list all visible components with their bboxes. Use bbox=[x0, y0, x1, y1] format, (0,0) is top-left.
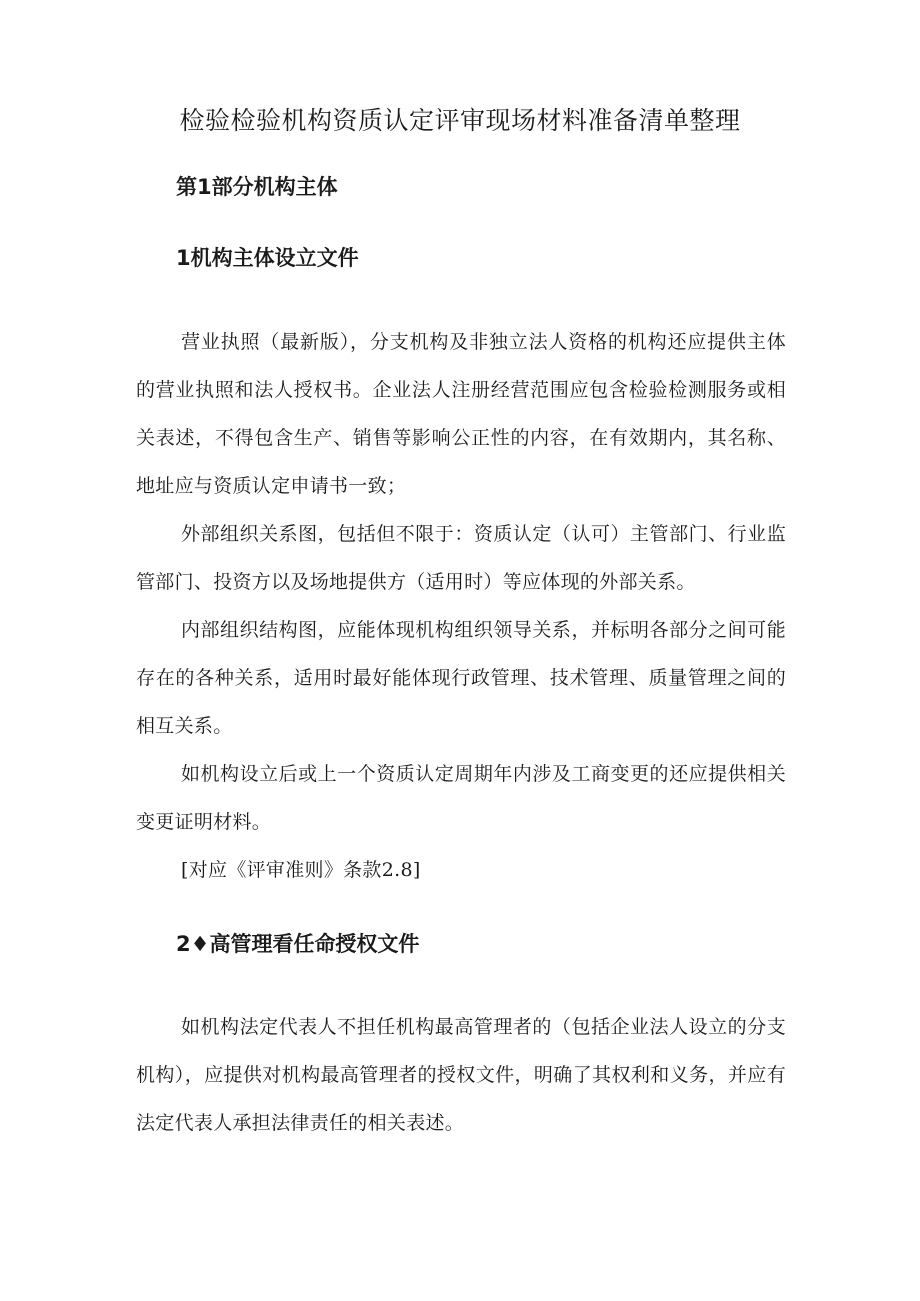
paragraph-change-proof: 如机构设立后或上一个资质认定周期年内涉及工商变更的还应提供相关变更证明材料。 bbox=[136, 763, 786, 833]
paragraph-internal-org-chart: 内部组织结构图，应能体现机构组织领导关系，并标明各部分之间可能存在的各种关系，适用时最好能体现行政管理、技术管理、质量管理之间的相互关系。 bbox=[136, 619, 786, 737]
paragraph-criteria-reference: [对应《评审准则》条款2.8] bbox=[181, 859, 421, 881]
paragraph-business-license: 营业执照（最新版），分支机构及非独立法人资格的机构还应提供主体的营业执照和法人授权书。企业法人注册经营范围应包含检验检测服务或相关表述，不得包含生产、销售等影响公正性的内容，在有效期内，其名称、地址应与资质认定申请书一致； bbox=[136, 331, 786, 497]
part-heading: 第1部分机构主体 bbox=[176, 175, 338, 199]
paragraph-management-authorization: 如机构法定代表人不担任机构最高管理者的（包括企业法人设立的分支机构），应提供对机构最高管理者的授权文件，明确了其权利和义务，并应有法定代表人承担法律责任的相关表述。 bbox=[136, 1016, 786, 1134]
section-heading-establishment-documents: 1机构主体设立文件 bbox=[176, 246, 359, 270]
section-heading-management-authorization: 2♦高管理看任命授权文件 bbox=[176, 932, 420, 956]
paragraph-external-org-chart: 外部组织关系图，包括但不限于：资质认定（认可）主管部门、行业监管部门、投资方以及场地提供方（适用时）等应体现的外部关系。 bbox=[136, 523, 786, 593]
document-title: 检验检验机构资质认定评审现场材料准备清单整理 bbox=[179, 106, 741, 135]
